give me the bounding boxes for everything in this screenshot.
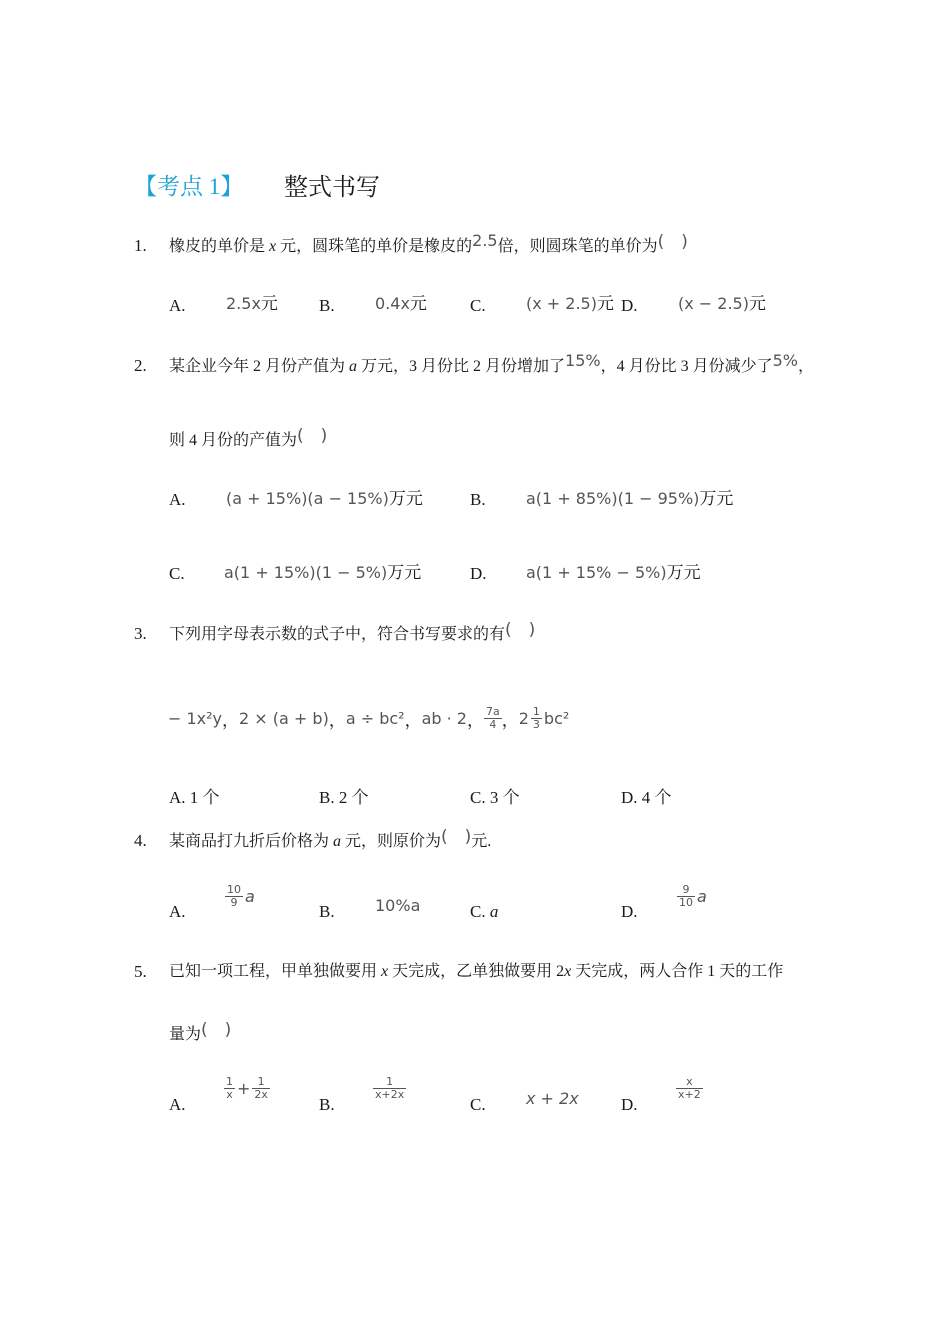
expr-6-mixed-number: 2 $\frac{1}{3}$ bc² [518,705,570,731]
question-3-option-c[interactable]: C. 3 个 [470,788,520,807]
question-4-number: 4. [134,831,147,850]
topic-title: 整式书写 [284,175,380,201]
question-4-option-c[interactable]: C. a [470,902,499,921]
question-5-option-b[interactable]: B. [319,1095,335,1114]
question-4-option-d[interactable]: D. [621,902,638,921]
question-3-number: 3. [134,624,147,643]
question-2-option-d[interactable]: D. [470,564,487,583]
question-5-option-c[interactable]: C. [470,1095,486,1114]
question-5-text-line-2: 量为( ) [169,1020,232,1043]
question-3-expressions: − 1x²y ， 2 × (a + b) ， a ÷ bc² ， ab · 2 ， $\frac{7a}{4}$ ， 2 $\frac{1}{3}$ bc² [168,705,570,731]
question-2-text-line-1: 某企业今年 2 月份产值为 a 万元，3 月份比 2 月份增加了15%，4 月份比 3 月份减少了5%， [169,351,815,375]
question-1-option-b[interactable]: B. [319,296,335,315]
question-5-text-line-1: 已知一项工程，甲单独做要用 x 天完成，乙单独做要用 2x 天完成，两人合作 1 天的工作 [169,963,784,980]
question-2-option-c[interactable]: C. [169,564,185,583]
expr-2: 2 × (a + b) [239,709,329,728]
expr-5-fraction: $\frac{7a}{4}$ [485,705,500,731]
question-1-option-c[interactable]: C. [470,296,486,315]
question-2-option-a[interactable]: A. [169,490,186,509]
question-4-option-a[interactable]: A. [169,902,186,921]
question-2-number: 2. [134,356,147,375]
question-1-option-a[interactable]: A. [169,296,186,315]
expr-4: ab · 2 [421,709,467,728]
question-5-number: 5. [134,962,147,981]
question-3-option-b[interactable]: B. 2 个 [319,788,369,807]
question-3-text: 下列用字母表示数的式子中，符合书写要求的有( ) [169,620,536,643]
question-3-option-a[interactable]: A. 1 个 [169,788,220,807]
question-1-text: 橡皮的单价是 x 元，圆珠笔的单价是橡皮的2.5倍，则圆珠笔的单价为( ) [169,231,688,255]
question-2-option-b[interactable]: B. [470,490,486,509]
expr-3: a ÷ bc² [345,709,405,728]
question-4-option-b[interactable]: B. [319,902,335,921]
topic-tag: 【考点 1】 [134,174,244,199]
question-1-option-d[interactable]: D. [621,296,638,315]
question-1-number: 1. [134,236,147,255]
expr-1: − 1x²y [168,709,223,728]
question-5-option-a[interactable]: A. [169,1095,186,1114]
question-2-text-line-2: 则 4 月份的产值为( ) [169,426,328,449]
question-5-option-d[interactable]: D. [621,1095,638,1114]
question-3-option-d[interactable]: D. 4 个 [621,788,672,807]
question-4-text: 某商品打九折后价格为 a 元，则原价为( )元. [169,827,492,850]
